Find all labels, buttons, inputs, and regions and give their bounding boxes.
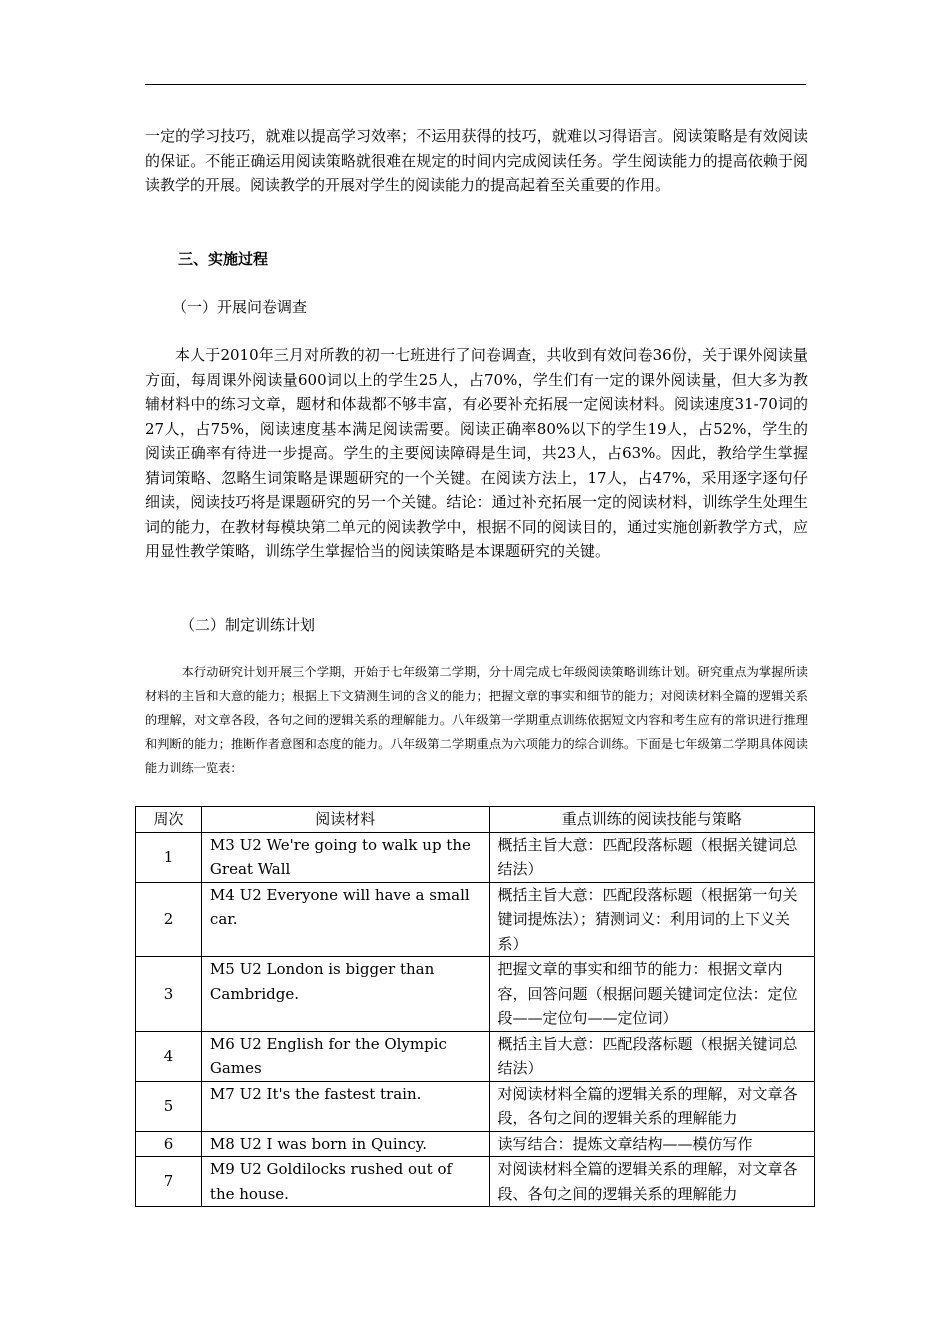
header-skill: 重点训练的阅读技能与策略: [489, 807, 814, 833]
skill-cell: 把握文章的事实和细节的能力：根据文章内容，回答问题（根据问题关键词定位法：定位段——定位句——定位词）: [489, 957, 814, 1032]
table-row: [136, 1031, 815, 1081]
table-row: [136, 1131, 815, 1157]
week-cell: 6: [136, 1131, 202, 1157]
subsection-2-body: 本行动研究计划开展三个学期，开始于七年级第二学期，分十周完成七年级阅读策略训练计划。研究重点为掌握所读材料的主旨和大意的能力；根据上下文猜测生词的含义的能力；把握文章的事实和细节的能力；对阅读材料全篇的逻辑关系的理解，对文章各段，各句之间的逻辑关系的理解能力。八年级第一学期重点训练依据短文内容和考生应有的常识进行推理和判断的能力；推断作者意图和态度的能力。八年级第二学期重点为六项能力的综合训练。下面是七年级第二学期具体阅读能力训练一览表：: [145, 665, 808, 775]
header-week: 周次: [136, 807, 202, 833]
skill-cell: 对阅读材料全篇的逻辑关系的理解，对文章各段，各句之间的逻辑关系的理解能力: [489, 1081, 814, 1131]
week-cell: 7: [136, 1157, 202, 1207]
table-row: [136, 1081, 815, 1131]
header-rule: [145, 84, 806, 85]
intro-paragraph: 一定的学习技巧，就难以提高学习效率；不运用获得的技巧，就难以习得语言。阅读策略是有效阅读的保证。不能正确运用阅读策略就很难在规定的时间内完成阅读任务。学生阅读能力的提高依赖于阅读教学的开展。阅读教学的开展对学生的阅读能力的提高起着至关重要的作用。: [145, 127, 808, 194]
subsection-1-body: 本人于2010年三月对所教的初一七班进行了问卷调查，共收到有效问卷36份，关于课外阅读量方面，每周课外阅读量600词以上的学生25人，占70%，学生们有一定的课外阅读量，但大多为教辅材料中的练习文章，题材和体裁都不够丰富，有必要补充拓展一定阅读材料。阅读速度31-70词的27人，占75%，阅读速度基本满足阅读需要。阅读正确率80%以下的学生19人，占52%，学生的阅读正确率有待进一步提高。学生的主要阅读障碍是生词，共23人，占63%。因此，教给学生掌握猜词策略、忽略生词策略是课题研究的一个关键。在阅读方法上，17人，占47%，采用逐字逐句仔细读，阅读技巧将是课题研究的另一个关键。结论：通过补充拓展一定的阅读材料，训练学生处理生词的能力，在教材每模块第二单元的阅读教学中，根据不同的阅读目的，通过实施创新教学方式，应用显性教学策略，训练学生掌握恰当的阅读策略是本课题研究的关键。: [145, 346, 808, 560]
table-header-row: [136, 807, 815, 833]
header-material: 阅读材料: [201, 807, 489, 833]
week-cell: 4: [136, 1031, 202, 1081]
table-row: [136, 832, 815, 882]
week-cell: 1: [136, 832, 202, 882]
table-row: [136, 1157, 815, 1207]
week-cell: 5: [136, 1081, 202, 1131]
skill-cell: 对阅读材料全篇的逻辑关系的理解，对文章各段、各句之间的逻辑关系的理解能力: [489, 1157, 814, 1207]
skill-cell: 概括主旨大意：匹配段落标题（根据第一句关键词提炼法）；猜测词义：利用词的上下义关系）: [489, 882, 814, 957]
week-cell: 2: [136, 882, 202, 957]
week-cell: 3: [136, 957, 202, 1032]
material-cell: M5 U2 London is bigger than Cambridge.: [201, 957, 489, 1032]
material-cell: M7 U2 It's the fastest train.: [201, 1081, 489, 1131]
material-cell: M9 U2 Goldilocks rushed out of the house.: [201, 1157, 489, 1207]
subsection-2-title: （二）制定训练计划: [180, 616, 316, 634]
skill-cell: 概括主旨大意：匹配段落标题（根据关键词总结法）: [489, 832, 814, 882]
material-cell: M6 U2 English for the Olympic Games: [201, 1031, 489, 1081]
training-plan-table: [135, 806, 815, 1207]
skill-cell: 概括主旨大意：匹配段落标题（根据关键词总结法）: [489, 1031, 814, 1081]
table-row: [136, 882, 815, 957]
material-cell: M3 U2 We're going to walk up the Great Wall: [201, 832, 489, 882]
table-row: [136, 957, 815, 1032]
skill-cell: 读写结合：提炼文章结构——模仿写作: [489, 1131, 814, 1157]
material-cell: M4 U2 Everyone will have a small car.: [201, 882, 489, 957]
section-title: 三、实施过程: [178, 250, 269, 268]
material-cell: M8 U2 I was born in Quincy.: [201, 1131, 489, 1157]
subsection-1-title: （一）开展问卷调查: [172, 298, 308, 316]
